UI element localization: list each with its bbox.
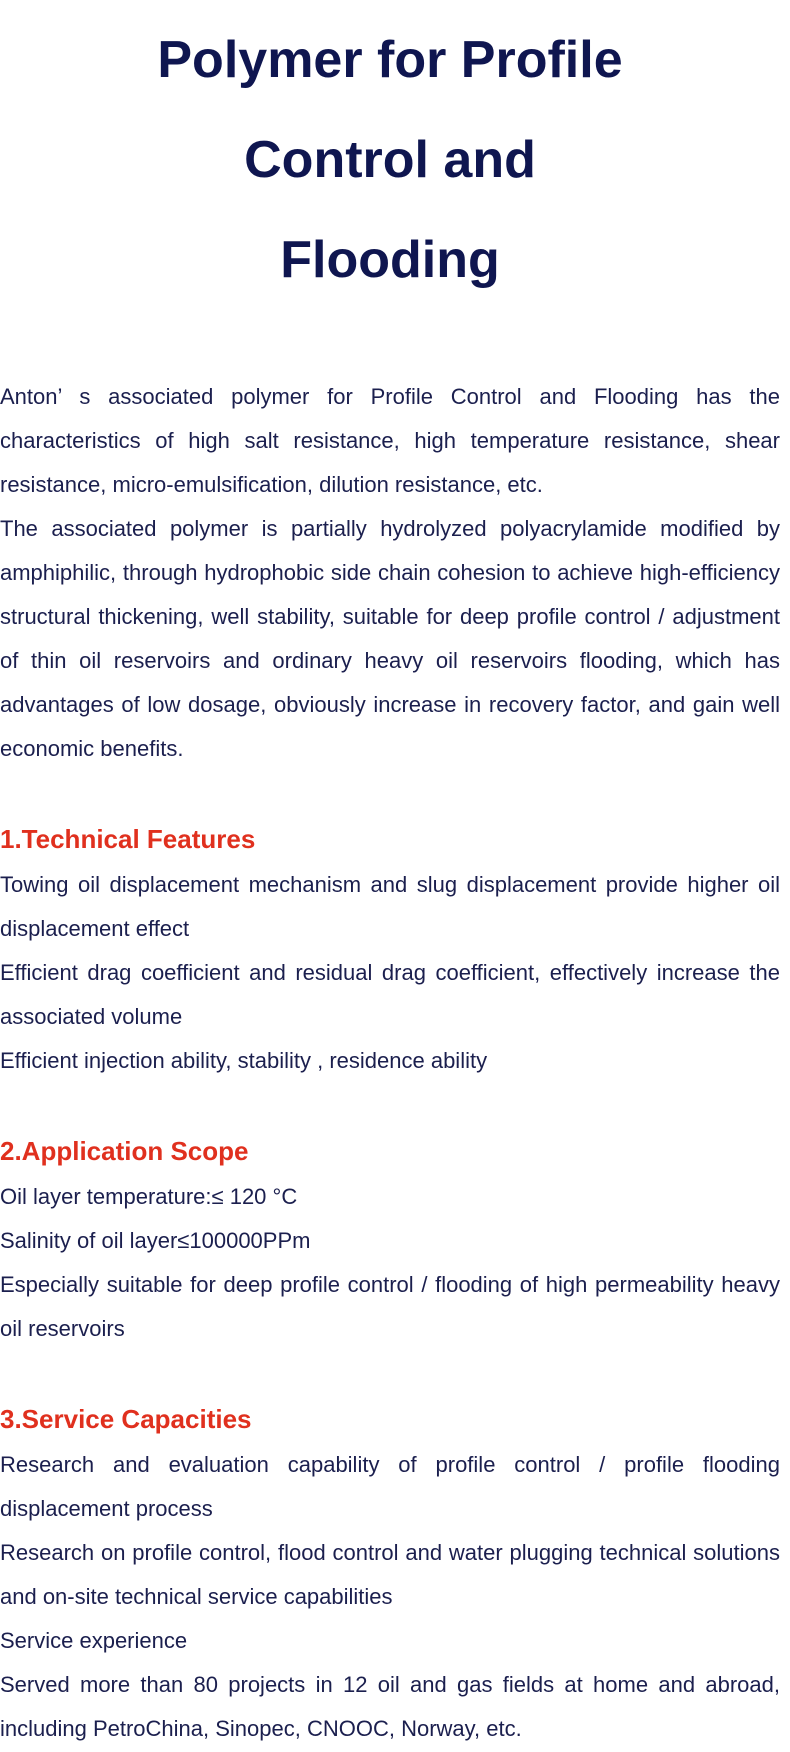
intro-paragraph: Anton’ s associated polymer for Profile Control and Flooding has the characteristics of high salt resistance, high temperature resistance, shear resistance, micro-emulsification, dilution resistance, etc. bbox=[0, 384, 780, 497]
section-heading: 1.Technical Features bbox=[0, 824, 256, 854]
section-heading: 2.Application Scope bbox=[0, 1136, 249, 1166]
section-item: Salinity of oil layer≤100000PPm bbox=[0, 1228, 311, 1253]
page-title bbox=[0, 0, 780, 310]
section-item: Efficient drag coefficient and residual drag coefficient, effectively increase the associated volume bbox=[0, 960, 780, 1029]
page-title-line: Flooding bbox=[280, 231, 500, 289]
section-item: Especially suitable for deep profile control / flooding of high permeability heavy oil reservoirs bbox=[0, 1272, 780, 1341]
section-item: Served more than 80 projects in 12 oil and gas fields at home and abroad, including PetroChina, Sinopec, CNOOC, Norway, etc. bbox=[0, 1672, 780, 1741]
section-item: Research on profile control, flood control and water plugging technical solutions and on-site technical service capabilities bbox=[0, 1540, 780, 1609]
section-item: Towing oil displacement mechanism and slug displacement provide higher oil displacement effect bbox=[0, 872, 780, 941]
page-title-line: Polymer for Profile bbox=[157, 31, 623, 89]
section-service-capacities bbox=[0, 1395, 780, 1751]
intro-paragraph: The associated polymer is partially hydrolyzed polyacrylamide modified by amphiphilic, through hydrophobic side chain cohesion to achieve high-efficiency structural thickening, well stability, suitable for deep profile control / adjustment of thin oil reservoirs and ordinary heavy oil reservoirs flooding, which has advantages of low dosage, obviously increase in recovery factor, and gain well economic benefits. bbox=[0, 516, 780, 761]
section-item: Service experience bbox=[0, 1628, 188, 1653]
section-item: Oil layer temperature:≤ 120 °C bbox=[0, 1184, 298, 1209]
section-technical-features bbox=[0, 815, 780, 1083]
section-item: Efficient injection ability, stability , residence ability bbox=[0, 1048, 488, 1073]
page-title-line: Control and bbox=[244, 131, 536, 189]
intro-block bbox=[0, 375, 780, 771]
section-application-scope bbox=[0, 1127, 780, 1351]
section-item: Research and evaluation capability of profile control / profile flooding displacement process bbox=[0, 1452, 780, 1521]
section-heading: 3.Service Capacities bbox=[0, 1404, 252, 1434]
